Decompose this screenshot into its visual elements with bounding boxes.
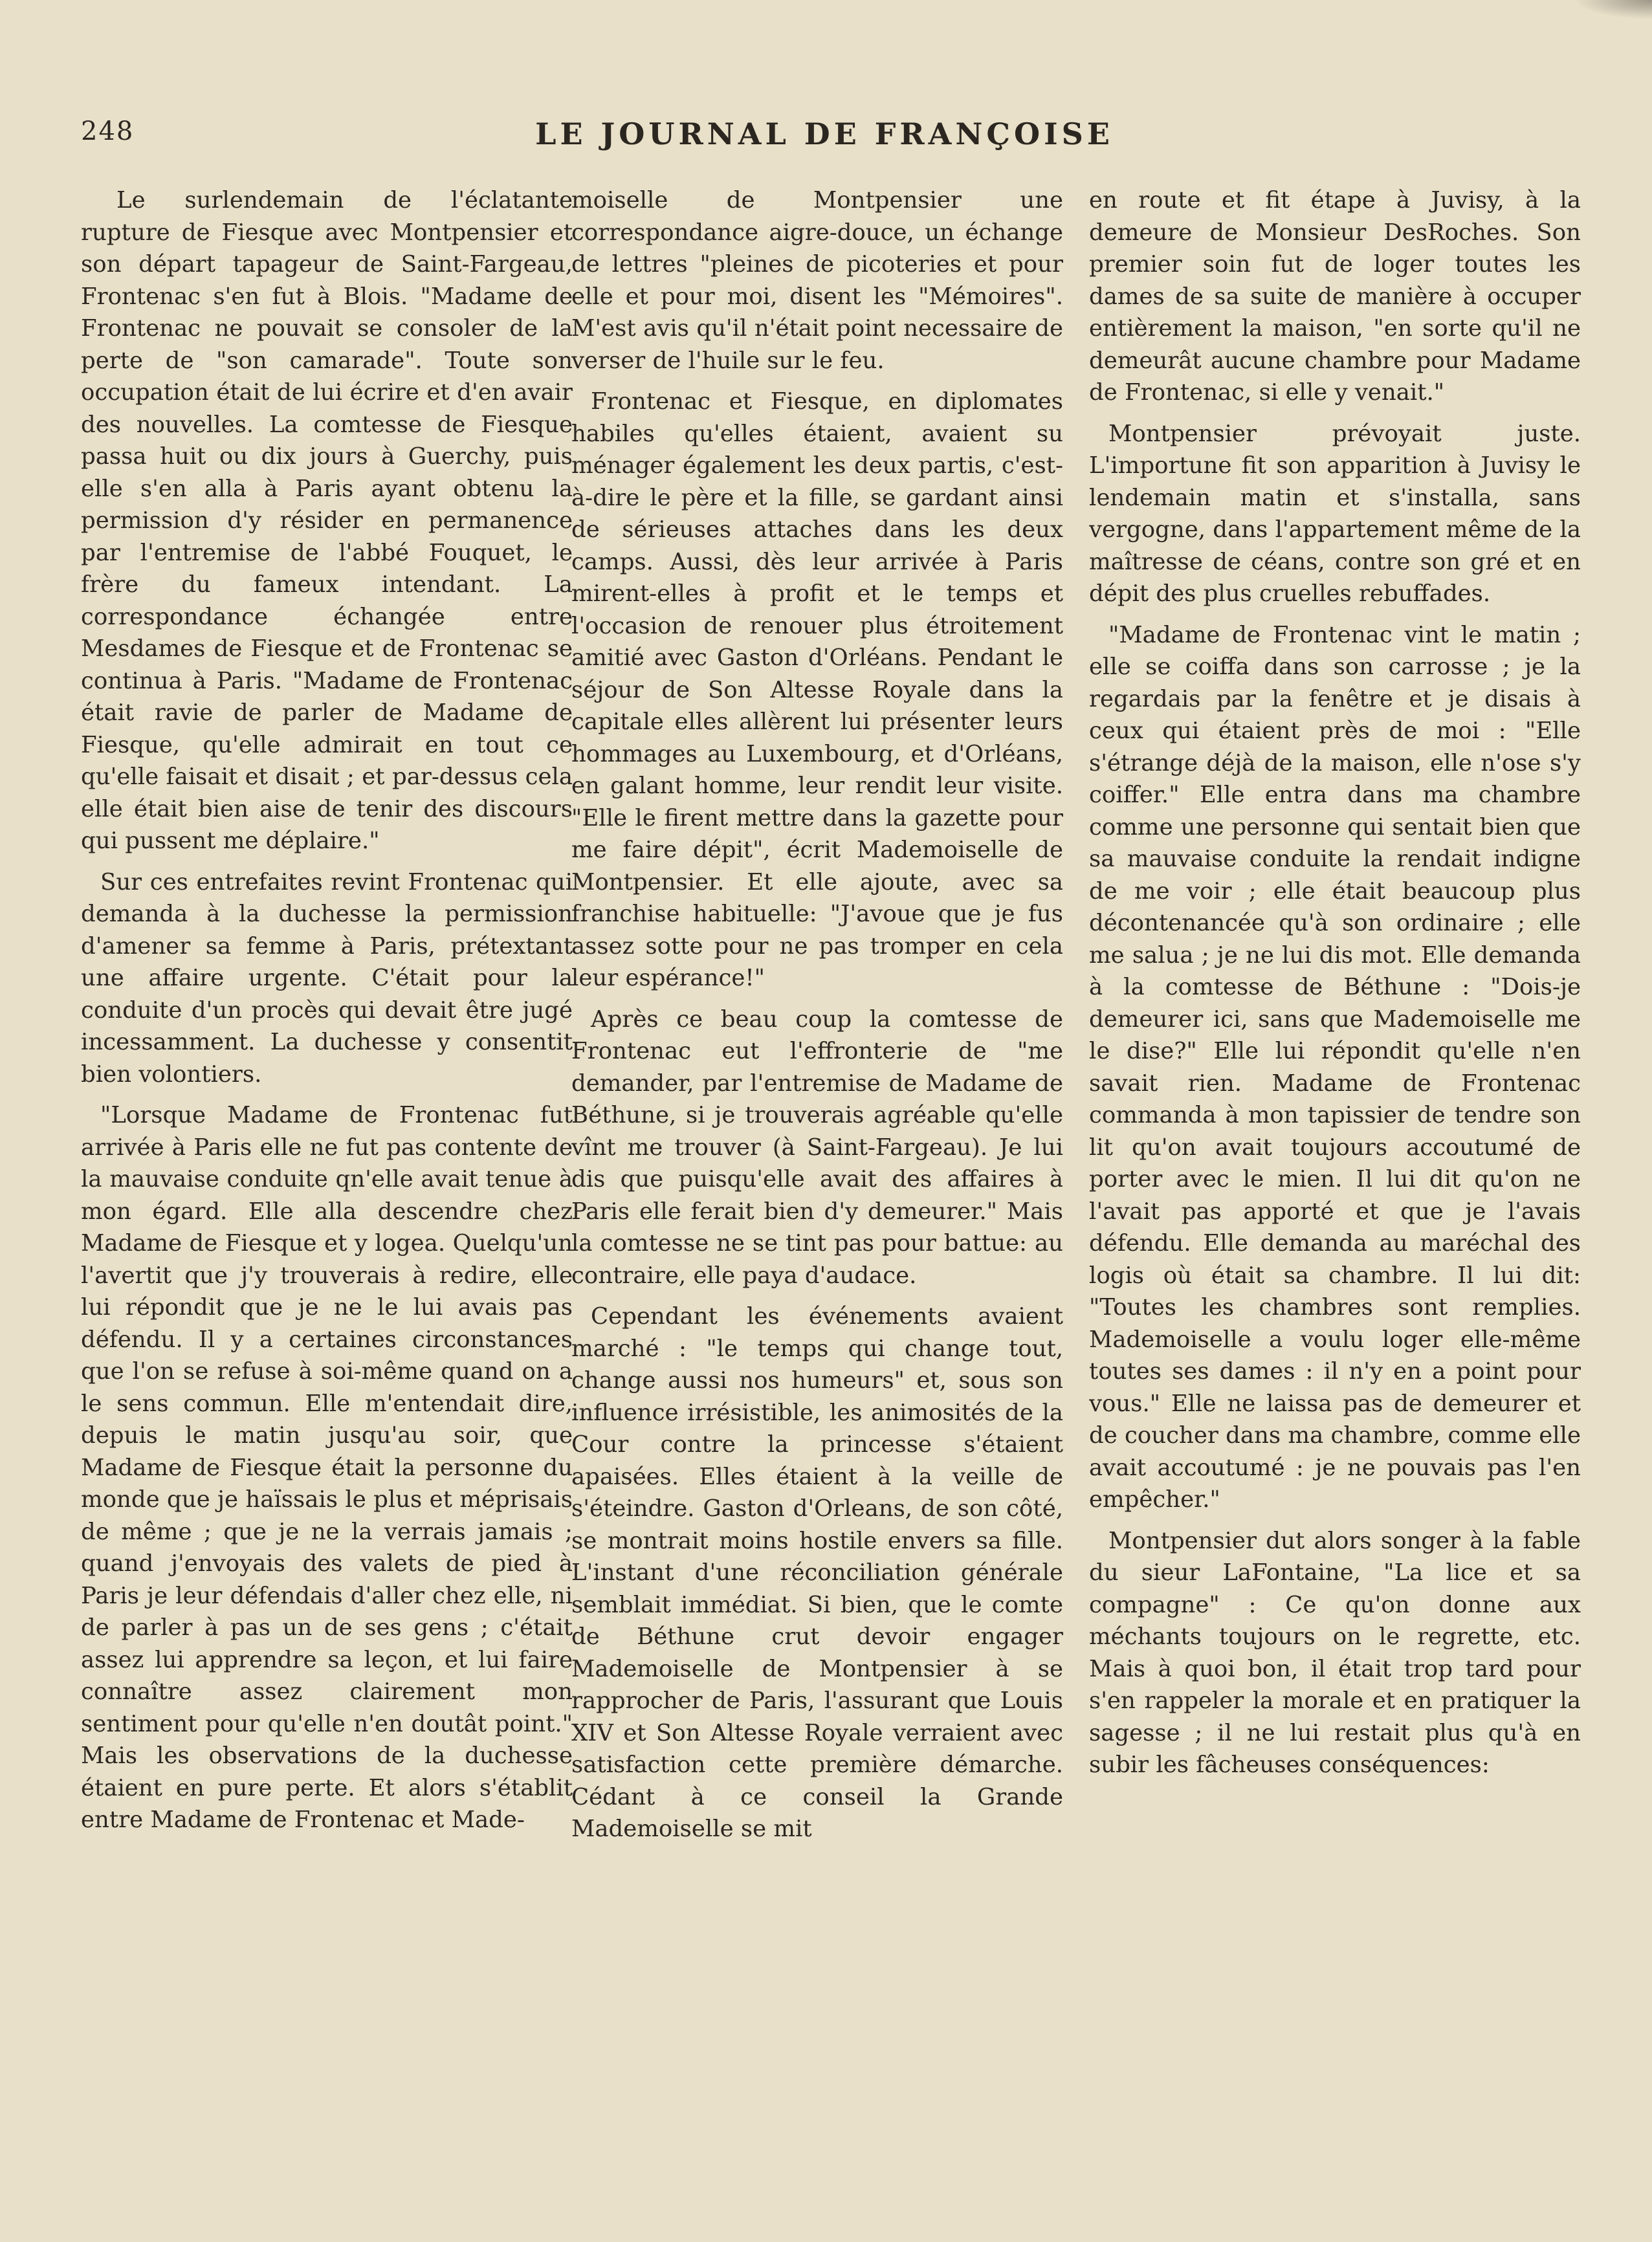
text-columns bbox=[81, 184, 1589, 2100]
page-header bbox=[81, 116, 1568, 162]
paragraph: "Lorsque Madame de Frontenac fut arrivée à Paris elle ne fut pas contente de la mauvaise conduite qn'elle avait tenue à mon égard. Elle alla descendre chez Madame de Fiesque et y logea. Quelqu'un l'avertit que j'y trouverais à redire, elle lui répondit que je ne le lui avais pas défendu. Il y a certaines circonstances que l'on se refuse à soi-même quand on a le sens commun. Elle m'entendait dire, depuis le matin jusqu'au soir, que Madame de Fiesque était la personne du monde que je haïssais le plus et méprisais de même ; que je ne la verrais jamais ; quand j'envoyais des valets de pied à Paris je leur défendais d'aller chez elle, ni de parler à pas un de ses gens ; c'était assez lui apprendre sa leçon, et lui faire connaître assez clairement mon sentiment pour qu'elle n'en doutât point." Mais les observations de la duchesse étaient en pure perte. Et alors s'établit entre Madame de Frontenac et Made- bbox=[81, 1102, 573, 1833]
column-3 bbox=[1089, 184, 1581, 2100]
paragraph: Montpensier prévoyait juste. L'importune fit son apparition à Juvisy le lendemain matin et s'installa, sans vergogne, dans l'appartement même de la maîtresse de céans, contre son gré et en dépit des plus cruelles rebuffades. bbox=[1089, 420, 1581, 607]
paragraph: "Madame de Frontenac vint le matin ; elle se coiffa dans son carrosse ; je la regardais par la fenêtre et je disais à ceux qui étaient près de moi : "Elle s'étrange déjà de la maison, elle n'ose s'y coiffer." Elle entra dans ma chambre comme une personne qui sentait bien que sa mauvaise conduite la rendait indigne de me voir ; elle était beaucoup plus décontenancée qu'à son ordinaire ; elle me salua ; je ne lui dis mot. Elle demanda à la comtesse de Béthune : "Dois-je demeurer ici, sans que Mademoiselle me le dise?" Elle lui répondit qu'elle n'en savait rien. Madame de Frontenac commanda à mon tapissier de tendre son lit qu'on avait toujours accoutumé de porter avec le mien. Il lui dit qu'on ne l'avait pas apporté et que je l'avais défendu. Elle demanda au maréchal des logis où était sa chambre. Il lui dit: "Toutes les chambres sont remplies. Mademoiselle a voulu loger elle-même toutes ses dames : il n'y en a point pour vous." Elle ne laissa pas de demeurer et de coucher dans ma chambre, comme elle avait accoutumé : je ne pouvais pas l'en empêcher." bbox=[1089, 621, 1581, 1513]
paragraph: Cependant les événements avaient marché : "le temps qui change tout, change aussi nos humeurs" et, sous son influence irrésistible, les animosités de la Cour contre la princesse s'étaient apaisées. Elles étaient à la veille de s'éteindre. Gaston d'Orleans, de son côté, se montrait moins hostile envers sa fille. L'instant d'une réconciliation générale semblait immédiat. Si bien, que le comte de Béthune crut devoir engager Mademoiselle de Montpensier à se rapprocher de Paris, l'assurant que Louis XIV et Son Altesse Royale verraient avec satisfaction cette première démarche. Cédant à ce conseil la Grande Mademoiselle se mit bbox=[571, 1303, 1063, 1842]
paragraph: Frontenac et Fiesque, en diplomates habiles qu'elles étaient, avaient su ménager également les deux partis, c'est-à-dire le père et la fille, se gardant ainsi de sérieuses attaches dans les deux camps. Aussi, dès leur arrivée à Paris mirent-elles à profit et le temps et l'occasion de renouer plus étroitement amitié avec Gaston d'Orléans. Pendant le séjour de Son Altesse Royale dans la capitale elles allèrent lui présenter leurs hommages au Luxembourg, et d'Orléans, en galant homme, leur rendit leur visite. "Elle le firent mettre dans la gazette pour me faire dépit", écrit Mademoiselle de Montpensier. Et elle ajoute, avec sa franchise habituelle: "J'avoue que je fus assez sotte pour ne pas tromper en cela leur espérance!" bbox=[571, 388, 1063, 991]
paragraph: Montpensier dut alors songer à la fable du sieur LaFontaine, "La lice et sa compagne" : Ce qu'on donne aux méchants toujours on le regrette, etc. Mais à quoi bon, il était trop tard pour s'en rappeler la morale et en pratiquer la sagesse ; il ne lui restait plus qu'à en subir les fâcheuses conséquences: bbox=[1089, 1527, 1581, 1778]
paragraph: en route et fit étape à Juvisy, à la demeure de Monsieur DesRoches. Son premier soin fut de loger toutes les dames de sa suite de manière à occuper entièrement la maison, "en sorte qu'il ne demeurât aucune chambre pour Madame de Frontenac, si elle y venait." bbox=[1089, 187, 1581, 406]
paragraph: moiselle de Montpensier une correspondance aigre-douce, un échange de lettres "pleines de picoteries et pour elle et pour moi, disent les "Mémoires". M'est avis qu'il n'était point necessaire de verser de l'huile sur le feu. bbox=[571, 187, 1063, 374]
page-corner-stain bbox=[1574, 0, 1652, 19]
column-2 bbox=[571, 184, 1063, 2100]
paragraph: Sur ces entrefaites revint Frontenac qui demanda à la duchesse la permission d'amener sa femme à Paris, prétextant une affaire urgente. C'était pour la conduite d'un procès qui devait être jugé incessamment. La duchesse y consentit bien volontiers. bbox=[81, 868, 573, 1088]
paragraph: Le surlendemain de l'éclatante rupture de Fiesque avec Montpensier et son départ tapageur de Saint-Fargeau, Frontenac s'en fut à Blois. "Madame de Frontenac ne pouvait se consoler de la perte de "son camarade". Toute son occupation était de lui écrire et d'en avair des nouvelles. La comtesse de Fiesque passa huit ou dix jours à Guerchy, puis elle s'en alla à Paris ayant obtenu la permission d'y résider en permanence par l'entremise de l'abbé Fouquet, le frère du fameux intendant. La correspondance échangée entre Mesdames de Fiesque et de Frontenac se continua à Paris. "Madame de Frontenac était ravie de parler de Madame de Fiesque, qu'elle admirait en tout ce qu'elle faisait et disait ; et par-dessus cela elle était bien aise de tenir des discours qui pussent me déplaire." bbox=[81, 187, 573, 854]
running-title: LE JOURNAL DE FRANÇOISE bbox=[535, 116, 1114, 151]
page-number: 248 bbox=[81, 116, 135, 146]
column-1 bbox=[81, 184, 573, 2100]
paragraph: Après ce beau coup la comtesse de Frontenac eut l'effronterie de "me demander, par l'entremise de Madame de Béthune, si je trouverais agréable qu'elle vînt me trouver (à Saint-Fargeau). Je lui dis que puisqu'elle avait des affaires à Paris elle ferait bien d'y demeurer." Mais la comtesse ne se tint pas pour battue: au contraire, elle paya d'audace. bbox=[571, 1006, 1063, 1289]
